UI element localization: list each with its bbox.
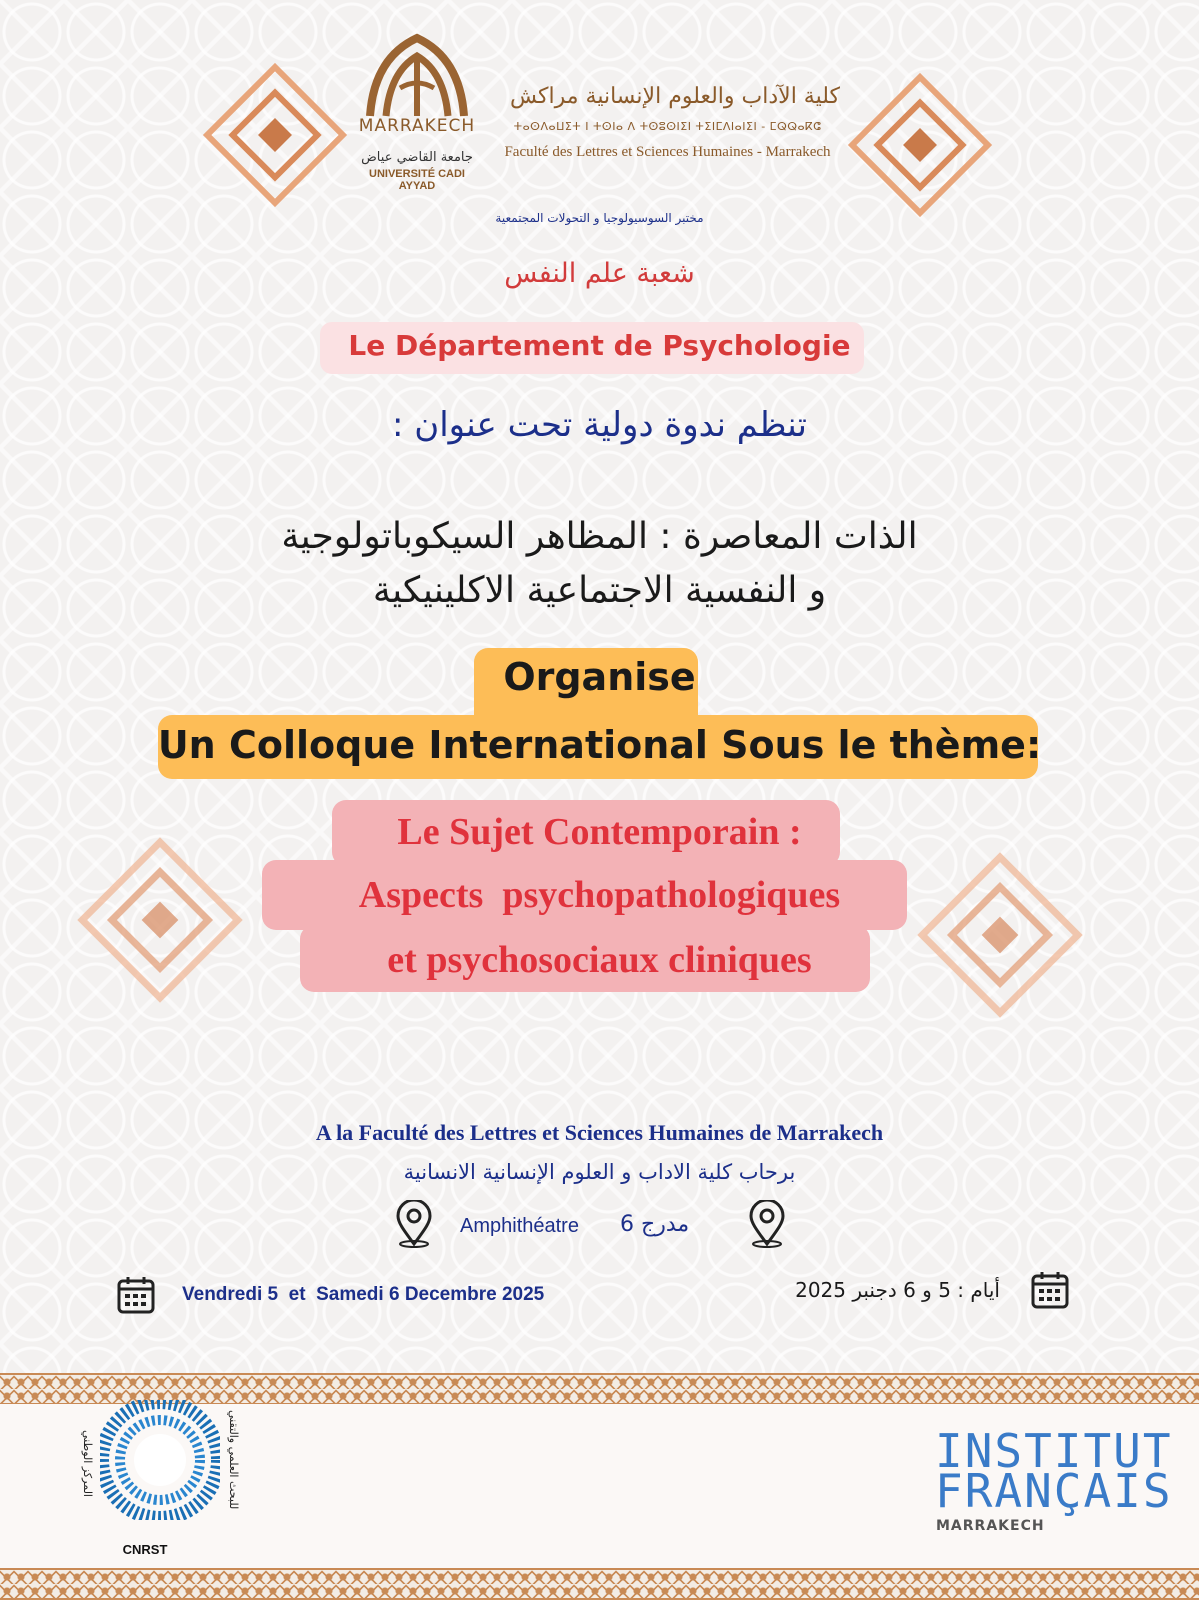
theme-line-2: Aspects psychopathologiques bbox=[358, 874, 841, 916]
venue-fr: A la Faculté des Lettres et Sciences Humaines de Marrakech bbox=[315, 1120, 884, 1145]
decorative-border-bottom bbox=[0, 1568, 1199, 1600]
room-name-fr: Amphithéatre bbox=[460, 1215, 579, 1237]
department-name-fr: Le Département de Psychologie bbox=[348, 329, 851, 362]
department-name-ar: شعبة علم النفس bbox=[504, 258, 695, 289]
calendar-icon bbox=[116, 1275, 156, 1315]
announcement-fr-line-1: Organise bbox=[503, 655, 696, 699]
location-pin-icon bbox=[747, 1200, 787, 1248]
ornament-top-left-icon bbox=[200, 60, 350, 210]
university-name-ar: جامعة القاضي عياض bbox=[361, 150, 473, 165]
cnrst-label: CNRST bbox=[122, 1542, 168, 1557]
institut-francais-line-1: INSTITUT bbox=[935, 1424, 1173, 1478]
title-ar-line-2: و النفسية الاجتماعية الاكلينيكية bbox=[372, 570, 827, 611]
conference-title-ar bbox=[0, 510, 1199, 618]
venue-ar: برحاب كلية الاداب و العلوم الإنسانية الانسانية bbox=[403, 1160, 796, 1184]
announcement-ar: تنظم ندوة دولية تحت عنوان : bbox=[391, 405, 807, 445]
sunburst-icon bbox=[100, 1400, 220, 1520]
room-name-ar: مدرج 6 bbox=[620, 1212, 690, 1237]
faculty-name-tifinagh: ⵜⴰⵙⴷⴰⵡⵉⵜ ⵏ ⵜⵙⵏⴰ ⴷ ⵜⵙⵓⵙⵏⵉⵏ ⵜⵉⵏⵎⴷⵏⴰⵏⵉⵏ - ⵎⵕⵕⴰⴽⵛ bbox=[513, 120, 822, 133]
title-ar-line-1: الذات المعاصرة : المظاهر السيكوباتولوجية bbox=[281, 516, 918, 557]
theme-line-1: Le Sujet Contemporain : bbox=[397, 811, 802, 853]
cnrst-name-ar-b: للبحث العلمي والتقني bbox=[227, 1410, 240, 1510]
event-dates-fr: Vendredi 5 et Samedi 6 Decembre 2025 bbox=[182, 1284, 545, 1305]
calendar-icon bbox=[1030, 1270, 1070, 1310]
announcement-fr-line-2: Un Colloque International Sous le thème: bbox=[157, 723, 1042, 767]
faculty-name-fr: Faculté des Lettres et Sciences Humaines - Marrakech bbox=[504, 144, 831, 160]
theme-line-3: et psychosociaux cliniques bbox=[387, 939, 812, 981]
university-name-fr: UNIVERSITÉ CADI AYYAD bbox=[369, 168, 465, 192]
location-pin-icon bbox=[394, 1200, 434, 1248]
institut-francais-city: MARRAKECH bbox=[936, 1518, 1045, 1534]
cnrst-name-ar-a: المركز الوطني bbox=[81, 1430, 94, 1497]
event-dates-ar: أيام : 5 و 6 دجنبر 2025 bbox=[795, 1278, 1000, 1302]
palm-arch-icon bbox=[360, 28, 474, 118]
university-logo bbox=[355, 28, 485, 192]
ornament-top-right-icon bbox=[845, 70, 995, 220]
institut-francais-line-2: FRANÇAIS bbox=[935, 1464, 1173, 1518]
lab-name: مختبر السوسيولوجيا و التحولات المجتمعية bbox=[495, 211, 704, 225]
logo-city-name: MARRAKECH bbox=[358, 116, 476, 136]
cnrst-logo bbox=[60, 1390, 260, 1570]
faculty-name-ar: كلية الآداب والعلوم الإنسانية مراكش bbox=[510, 84, 840, 109]
